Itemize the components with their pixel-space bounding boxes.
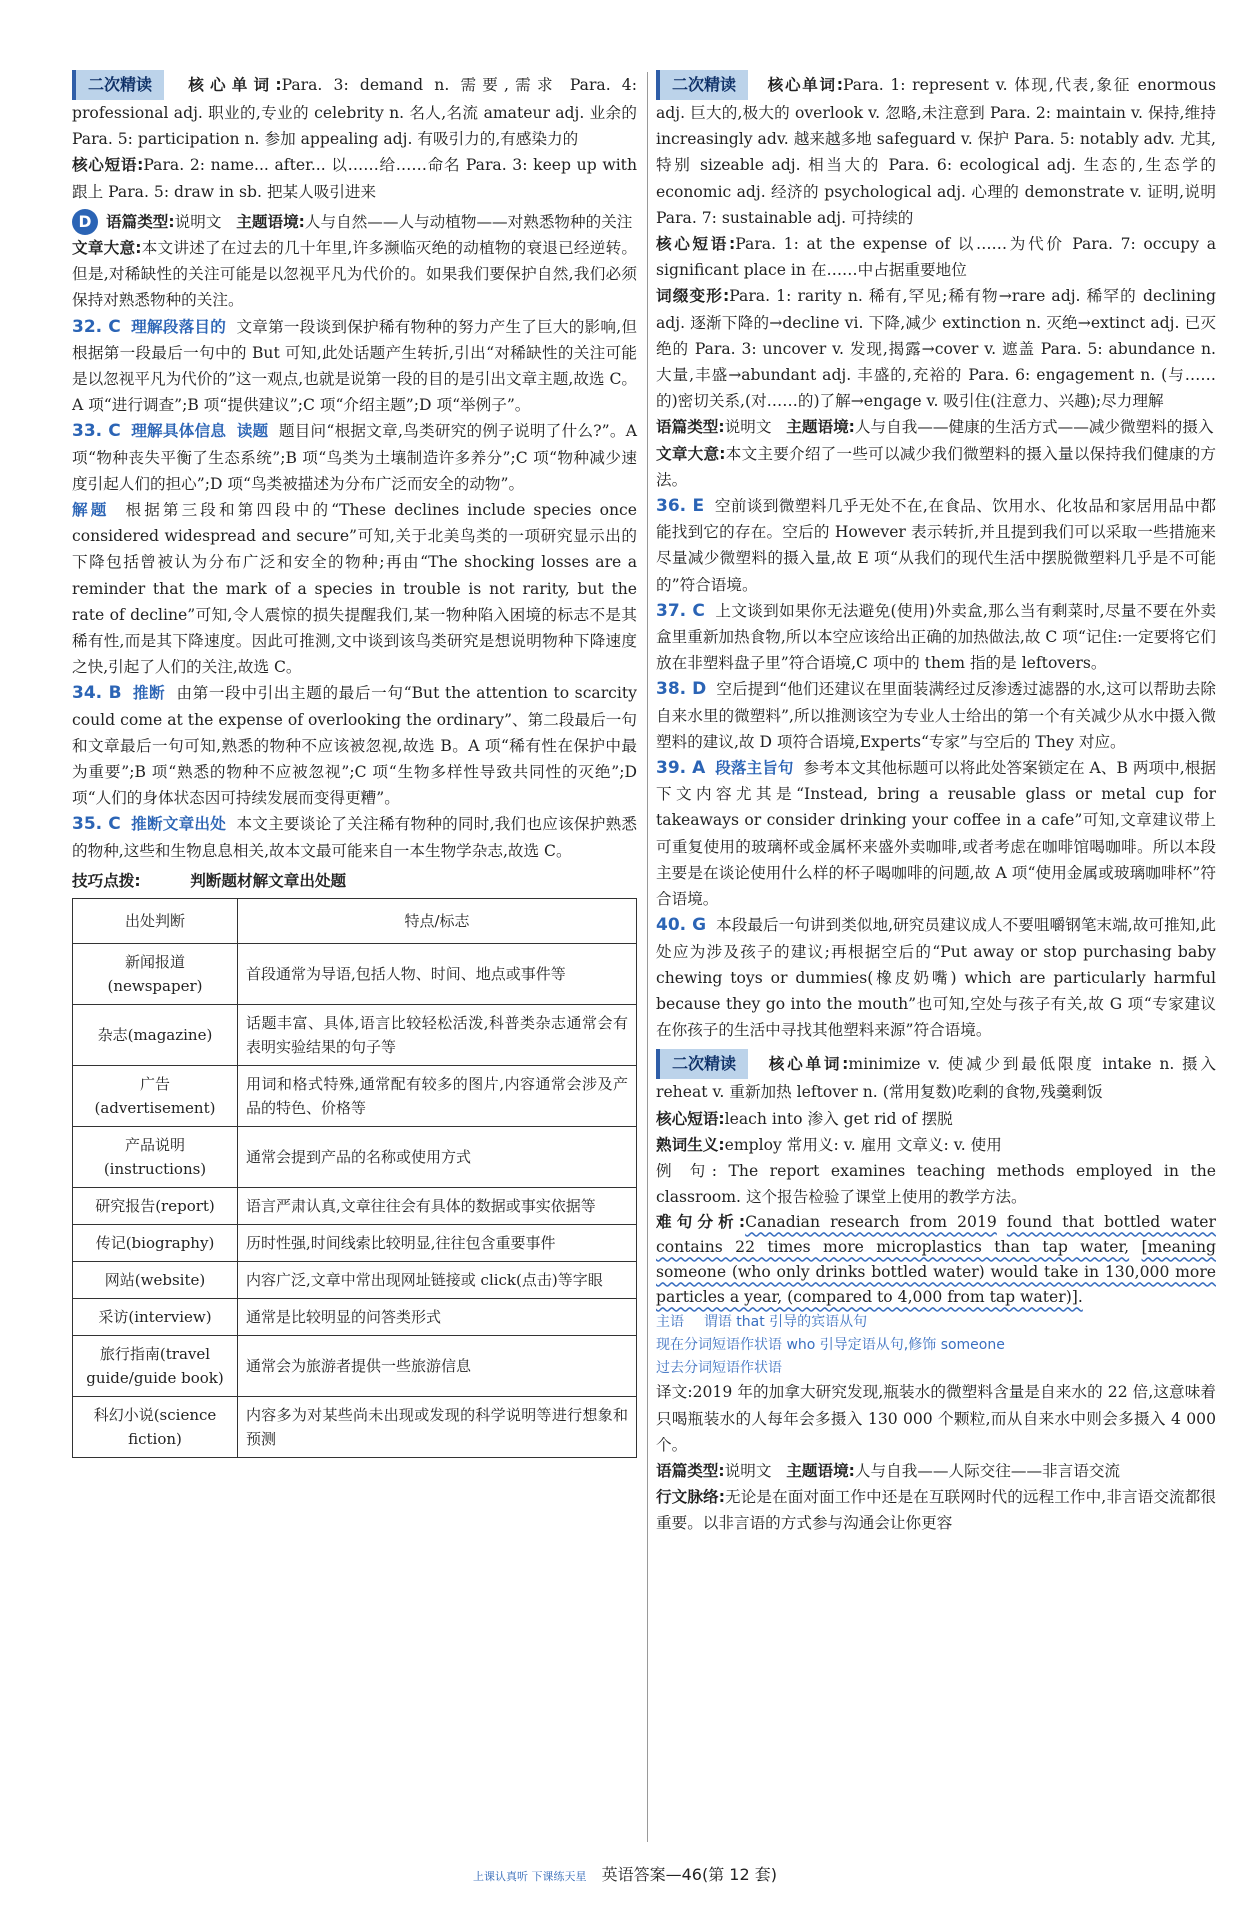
table-row: 传记(biography) 历时性强,时间线索比较明显,往往包含重要事件 — [73, 1225, 637, 1262]
footer-logo: 上课认真听 下课练天星 — [473, 1870, 587, 1883]
translation: 译文:2019 年的加拿大研究发现,瓶装水的微塑料含量是自来水的 22 倍,这意味着只喝瓶装水的人每年会多摄入 130 000 个颗粒,而从自来水中则会多摄入 4 000 个。 — [656, 1383, 1216, 1454]
passage-letter-badge: D — [72, 209, 98, 235]
right-column — [656, 70, 1216, 1537]
table-row: 旅行指南(travel guide/guide book) 通常会为旅游者提供一些旅游信息 — [73, 1336, 637, 1397]
passage-info: D 语篇类型:说明文 主题语境:人与自然——人与动植物——对熟悉物种的关注 — [72, 209, 637, 235]
answer-38: 38. D 空后提到“他们还建议在里面装满经过反渗透过滤器的水,这可以帮助去除自来水里的微塑料”,所以推测该空为专业人士给出的第一个有关减少从水中摄入微塑料的建议,故 D 项符合语境,Experts“专家”与空后的 They 对应。 — [656, 679, 1216, 751]
answer-34: 34. B 推断 由第一段中引出主题的最后一句“But the attention to scarcity could come at the expense of overlooking the ordinary”、第二段最后一句和文章最后一句可知,熟悉的物种不应该被忽视,故选 B。A 项“稀有性在保护中最为重要”;B 项“熟悉的物种不应被忽视”;C 项“生物多样性导致共同性的灭绝”;D 项“人们的身体状态因可持续发展而变得更糟”。 — [72, 683, 637, 808]
table-row: 杂志(magazine) 话题丰富、具体,语言比较轻松活泼,科普类杂志通常会有表明实验结果的句子等 — [73, 1005, 637, 1066]
answer-33: 33. C 理解具体信息 读题 题目问“根据文章,鸟类研究的例子说明了什么?”。A 项“物种丧失平衡了生态系统”;B 项“鸟类为土壤制造许多养分”;C 项“物种减少速度引起人们的担心”;D 项“鸟类被描述为分布广泛而安全的动物”。 — [72, 421, 637, 493]
phrases-block: 核心短语:Para. 1: at the expense of 以……为代价 Para. 7: occupy a significant place in 在……中占据重要地位 — [656, 235, 1216, 280]
answer-36: 36. E 空前谈到微塑料几乎无处不在,在食品、饮用水、化妆品和家居用品中都能找到它的存在。空后的 However 表示转折,并且提到我们可以采取一些措施来尽量减少微塑料的摄入量,故 E 项“从我们的现代生活中摆脱微塑料几乎是不可能的”符合语境。 — [656, 496, 1216, 594]
section-tag: 二次精读 — [72, 70, 164, 100]
passage-info-2: 语篇类型:说明文 主题语境:人与自我——人际交往——非言语交流 — [656, 1461, 1121, 1480]
table-row: 新闻报道(newspaper) 首段通常为导语,包括人物、时间、地点或事件等 — [73, 944, 637, 1005]
familiar-word-block: 熟词生义:employ 常用义: v. 雇用 文章义: v. 使用 — [656, 1135, 1002, 1154]
page-number: 英语答案—46(第 12 套) — [601, 1865, 777, 1884]
passage-info: 语篇类型:说明文 主题语境:人与自我——健康的生活方式——减少微塑料的摄入 — [656, 418, 1214, 437]
hard-sentence: 难句分析:Canadian research from 2019 found that bottled water contains 22 times more microplastics than tap water, [meaning someone (who only drinks bottled water) would take in 130,000 more particles a year, (compared to 4,000 from tap water)]. — [656, 1213, 1216, 1307]
grammar-annotations: 主语 谓语 that 引导的宾语从句 现在分词短语作状语 who 引导定语从句,修饰 someone 过去分词短语作状语 — [656, 1314, 1005, 1377]
passage-summary: 文章大意:本文讲述了在过去的几十年里,许多濒临灭绝的动植物的衰退已经逆转。但是,对稀缺性的关注可能是以忽视平凡为代价的。如果我们要保护自然,我们必须保持对熟悉物种的关注。 — [72, 239, 637, 310]
left-column — [72, 70, 637, 1458]
page-footer — [0, 1862, 1250, 1885]
answer-37: 37. C 上文谈到如果你无法避免(使用)外卖盒,那么当有剩菜时,尽量不要在外卖盒里重新加热食物,所以本空应该给出正确的加热做法,故 C 项“记住:一定要将它们放在非塑料盘子里”符合语境,C 项中的 them 指的是 leftovers。 — [656, 600, 1216, 673]
tips-table-header: 出处判断 特点/标志 — [73, 899, 637, 944]
vocab-block-2: 二次精读 核心单词:minimize v. 使减少到最低限度 intake n. 摄入 reheat v. 重新加热 leftover n. (常用复数)吃剩的食物,残羹剩饭 — [656, 1049, 1216, 1105]
answer-32: 32. C 理解段落目的 文章第一段谈到保护稀有物种的努力产生了巨大的影响,但根据第一段最后一句中的 But 可知,此处话题产生转折,引出“对稀缺性的关注可能是以忽视平凡为代价的”这一观点,也就是说第一段的目的是引出文章主题,故选 C。A 项“进行调查”;B 项“提供建议”;C 项“介绍主题”;D 项“举例子”。 — [72, 316, 637, 415]
table-row: 产品说明(instructions) 通常会提到产品的名称或使用方式 — [73, 1127, 637, 1188]
table-row: 采访(interview) 通常是比较明显的问答类形式 — [73, 1299, 637, 1336]
passage-summary: 文章大意:本文主要介绍了一些可以减少我们微塑料的摄入量以保持我们健康的方法。 — [656, 444, 1216, 489]
vocab-block: 二次精读 核心单词:Para. 1: represent v. 体现,代表,象征 enormous adj. 巨大的,极大的 overlook v. 忽略,未注意到 Para. 2: maintain v. 保持,维持 increasingly adv. 越来越多地 safeguard v. 保护 Para. 5: notably adv. 尤其,特别 sizeable adj. 相当大的 Para. 6: ecological adj. 生态的,生态学的 economic adj. 经济的 psychological adj. 心理的 demonstrate v. 证明,说明 Para. 7: sustainable adj. 可持续的 — [656, 70, 1216, 231]
example-sentence: 例 句: The report examines teaching methods employed in the classroom. 这个报告检验了课堂上使用的教学方法。 — [656, 1161, 1216, 1207]
section-tag: 二次精读 — [656, 70, 748, 100]
phrases-block: 核心短语:leach into 渗入 get rid of 摆脱 — [656, 1109, 953, 1128]
tips-table — [72, 898, 637, 1458]
solve-block: 解题 根据第三段和第四段中的“These declines include species once considered widespread and secure”可知,关于北美鸟类的一项研究显示出的下降包括曾被认为分布广泛和安全的物种;再由“The shocking losses are a reminder that the mark of a species in trouble is not rarity, but the rate of decline”可知,令人震惊的损失提醒我们,某一物种陷入困境的标志不是其稀有性,而是其下降速度。因此可推测,文中谈到该鸟类研究是想说明物种下降速度之快,引起了人们的关注,故选 C。 — [72, 501, 637, 677]
answer-35: 35. C 推断文章出处 本文主要谈论了关注稀有物种的同时,我们也应该保护熟悉的物种,这些和生物息息相关,故本文最可能来自一本生物学杂志,故选 C。 — [72, 814, 637, 860]
answer-40: 40. G 本段最后一句讲到类似地,研究员建议成人不要咀嚼钢笔末端,故可推知,此处应为涉及孩子的建议;再根据空后的“Put away or stop purchasing baby chewing toys or dummies(橡皮奶嘴) which are particularly harmful because they go into the mouth”也可知,空处与孩子有关,故 G 项“专家建议在你孩子的生活中寻找其他塑料来源”符合语境。 — [656, 915, 1216, 1040]
vocab-block: 二次精读 核心单词:Para. 3: demand n. 需要,需求 Para. 4: professional adj. 职业的,专业的 celebrity n. 名人,名流 amateur adj. 业余的 Para. 5: participation n. 参加 appealing adj. 有吸引力的,有感染力的 — [72, 70, 637, 152]
phrases-block: 核心短语:Para. 2: name... after... 以……给……命名 Para. 3: keep up with 跟上 Para. 5: draw in sb. 把某人吸引进来 — [72, 156, 637, 201]
affix-block: 词缀变形:Para. 1: rarity n. 稀有,罕见;稀有物→rare adj. 稀罕的 declining adj. 逐渐下降的→decline vi. 下降,减少 extinction n. 灭绝→extinct adj. 已灭绝的 Para. 3: uncover v. 发现,揭露→cover v. 遮盖 Para. 5: abundance n. 大量,丰盛→abundant adj. 丰盛的,充裕的 Para. 6: engagement n. (与……的)密切关系,(对……的)了解→engage v. 吸引住(注意力、兴趣);尽力理解 — [656, 287, 1216, 411]
table-row: 研究报告(report) 语言严肃认真,文章往往会有具体的数据或事实依据等 — [73, 1188, 637, 1225]
table-row: 网站(website) 内容广泛,文章中常出现网址链接或 click(点击)等字眼 — [73, 1262, 637, 1299]
section-tag: 二次精读 — [656, 1049, 748, 1079]
tips-heading: 技巧点拨: 判断题材解文章出处题 — [72, 871, 347, 890]
answer-39: 39. A 段落主旨句 参考本文其他标题可以将此处答案锁定在 A、B 两项中,根据下文内容尤其是“Instead, bring a reusable glass or metal cup for takeaways or consider drinking your coffee in a cafe”可知,文章建议带上可重复使用的玻璃杯或金属杯来盛外卖咖啡,或者考虑在咖啡馆喝咖啡。所以本段主要是在谈论使用什么样的杯子喝咖啡的问题,故 A 项“使用金属或玻璃咖啡杯”符合语境。 — [656, 758, 1216, 909]
text-flow: 行文脉络:无论是在面对面工作中还是在互联网时代的远程工作中,非言语交流都很重要。以非言语的方式参与沟通会让你更容 — [656, 1488, 1216, 1533]
table-row: 科幻小说(science fiction) 内容多为对某些尚未出现或发现的科学说明等进行想象和预测 — [73, 1397, 637, 1458]
column-divider — [647, 72, 648, 1842]
table-row: 广告(advertisement) 用词和格式特殊,通常配有较多的图片,内容通常会涉及产品的特色、价格等 — [73, 1066, 637, 1127]
